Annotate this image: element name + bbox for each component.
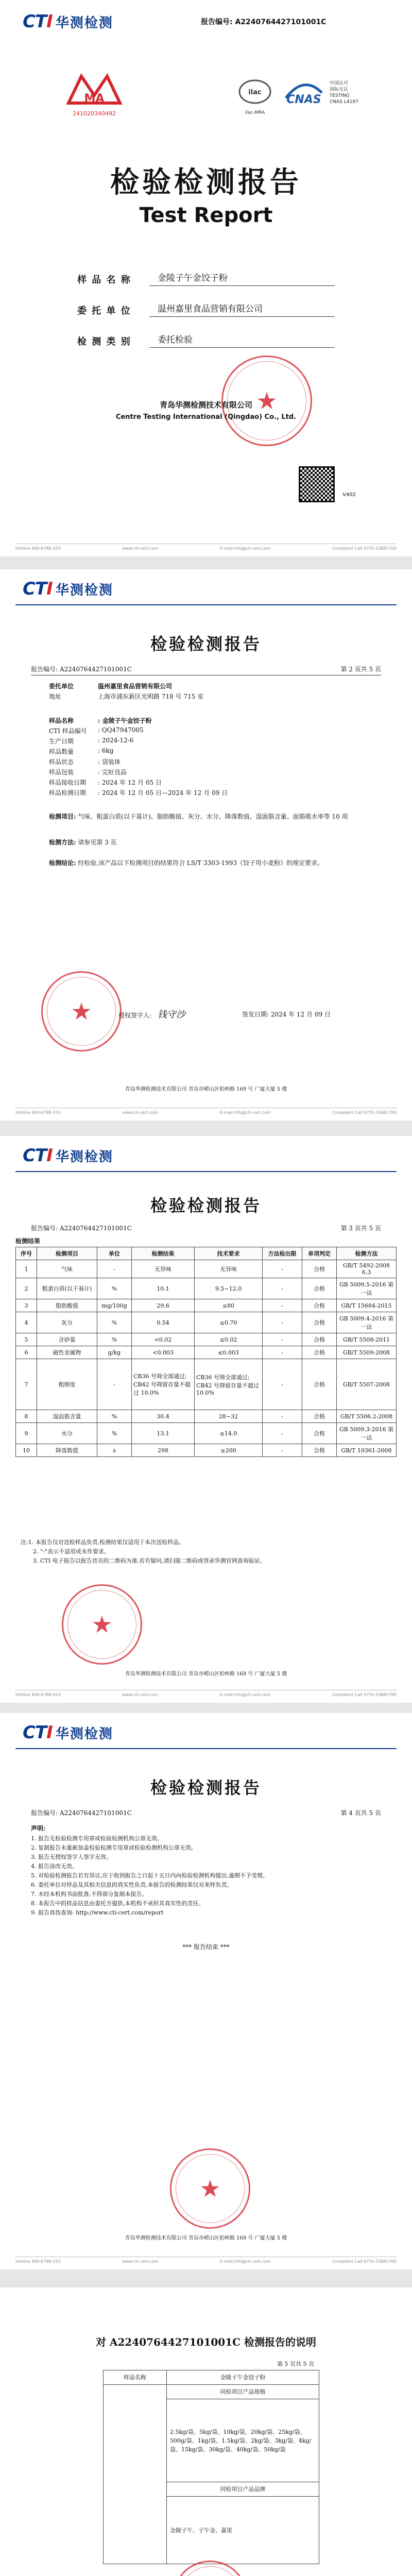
cma-logo-icon [66, 72, 123, 108]
seal-star-icon: ★ [71, 997, 92, 1025]
test-method [49, 837, 371, 848]
kv-value: 上海市浦东新区光明路 718 号 715 室 [98, 693, 204, 700]
table-cell: GB 5009.5-2016 第一法 [337, 1278, 397, 1299]
col-header: 技术要求 [195, 1247, 263, 1260]
table-cell: ≤14.0 [195, 1423, 263, 1444]
org-address: 青岛华测检测技术有限公司 青岛市崂山区松岭路 169 号 广厦大厦 5 楼 [125, 1087, 287, 1092]
footer-email[interactable]: E-mail:info@cti-cert.com [219, 1110, 271, 1115]
cnas-mark [281, 77, 327, 110]
sample-row [49, 716, 358, 725]
kv-value: : 袋装体 [98, 758, 121, 766]
test-conclusion-text: 经检验,该产品以下检测项目的结果符合 LS/T 3303-1993《饺子用小麦粉》的规定要求。 [78, 859, 324, 867]
page-gap [0, 1703, 412, 1713]
authorized-signer: 授权签字人: 钱守沙 [118, 1009, 185, 1020]
page-gap [0, 2269, 412, 2287]
results-notes [21, 1538, 391, 1566]
table-cell: 水分 [37, 1423, 97, 1444]
table-cell: 粗细度 [37, 1359, 97, 1410]
page-number: 第 2 页共 5 页 [340, 666, 381, 673]
report-no: A2240764427101001C [59, 666, 132, 673]
statement-line: 4. 报告涂改无效。 [31, 1863, 78, 1870]
table-cell: - [263, 1260, 302, 1278]
table-cell: 粗蛋白质(以干基计) [37, 1278, 97, 1299]
spec-value: 金陵子午金饺子粉 [167, 2370, 319, 2385]
section-title: 声明: [31, 1825, 46, 1832]
footer-hotline: Hotline 400-6788-333 [15, 546, 61, 551]
table-cell: 7 [16, 1359, 37, 1410]
col-header: 单项判定 [302, 1247, 337, 1260]
report-no: A2240764427101001C [59, 1809, 132, 1817]
footer-hotline: Hotline 400-6788-333 [15, 1110, 61, 1115]
verification-qr-code[interactable] [299, 466, 335, 502]
sample-row [49, 757, 358, 766]
sample-row [49, 737, 358, 745]
table-cell: ≤0.003 [195, 1346, 263, 1359]
table-cell: 磁性金属物 [37, 1346, 97, 1359]
cnas-logo-icon [281, 77, 327, 108]
spec-key [104, 2385, 167, 2564]
table-cell: % [97, 1410, 132, 1423]
client-address-row [49, 692, 358, 701]
table-cell: GB 5009.3-2016 第一法 [337, 1423, 397, 1444]
cti-logo-mark: CTI [23, 1722, 53, 1743]
table-cell: 13.1 [132, 1423, 195, 1444]
page-footer [15, 1108, 397, 1115]
table-cell: - [97, 1260, 132, 1278]
sample-row [49, 747, 358, 756]
table-cell: GB/T 5509-2008 [337, 1346, 397, 1359]
cover-title-en: Test Report [139, 204, 273, 227]
results-body [16, 1260, 397, 1457]
test-items [49, 811, 371, 822]
table-cell: 298 [132, 1444, 195, 1457]
col-header: 检测方法 [337, 1247, 397, 1260]
table-header-row [16, 1247, 397, 1260]
footer-complaint: Complaint Call 0755-33681700 [332, 1110, 397, 1115]
statement-line: 6. 委托单位对样品及其相关信息的真实性负责,本报告的检测结果仅对来样负责。 [31, 1882, 233, 1888]
table-cell: 9 [16, 1423, 37, 1444]
table-cell: 2 [16, 1278, 37, 1299]
kv-value: : 2024 年 12 月 05 日 [98, 779, 162, 786]
table-cell: GB/T 5507-2008 [337, 1359, 397, 1410]
cti-logo-text: 华测检测 [55, 1726, 113, 1742]
statement-line: 8. 本报告中的样品信息由委托方提供,本机构不承担其真实性的责任。 [31, 1900, 204, 1907]
table-cell: GB 5009.4-2016 第一法 [337, 1312, 397, 1333]
cti-logo-mark: CTI [23, 11, 53, 32]
client-row [49, 682, 358, 690]
footer-hotline: Hotline 400-6788-333 [15, 2259, 61, 2264]
footer-hotline: Hotline 400-6788-333 [15, 1692, 61, 1697]
report-page-3 [0, 1136, 412, 1703]
footer-complaint: Complaint Call 0755-33681700 [332, 546, 397, 551]
table-cell: 无异味 [132, 1260, 195, 1278]
table-cell: 8 [16, 1410, 37, 1423]
test-conclusion [49, 858, 371, 868]
page-footer [15, 544, 397, 551]
table-cell: % [97, 1278, 132, 1299]
statement-line: 5. 对检验检测报告若有异议,应于收到报告之日起十五日内向检验检测机构提出,逾期不予受理。 [31, 1872, 268, 1879]
table-cell: - [263, 1299, 302, 1312]
table-row [16, 1444, 397, 1457]
report-cover-page [0, 0, 412, 556]
col-header: 单位 [97, 1247, 132, 1260]
spec-value: 2.5kg/袋、5kg/袋、10kg/袋、20kg/袋、25kg/袋、500g/袋、1kg/袋、1.5kg/袋、2kg/袋、3kg/袋、4kg/袋、15kg/袋、30kg/袋、40kg/袋、50kg/袋 [167, 2399, 319, 2482]
table-cell: 合格 [302, 1346, 337, 1359]
table-cell: CB36 号筛全部通过; CB42 号筛留存量不超过 10.0% [195, 1359, 263, 1410]
results-table [15, 1247, 397, 1457]
table-cell: 合格 [302, 1410, 337, 1423]
spec-subheader: 同检项目产品品牌 [167, 2482, 319, 2497]
kv-value: 温州嘉里食品营销有限公司 [98, 683, 173, 690]
table-row [16, 1299, 397, 1312]
table-cell: 合格 [302, 1312, 337, 1333]
test-items-text: 气味、粗蛋白质(以干基计)、脂肪酸值、灰分、水分、降落数值、湿面筋含量、面筋吸水率等 10 项 [78, 813, 348, 820]
table-cell: 脂肪酸值 [37, 1299, 97, 1312]
table-cell: 合格 [302, 1359, 337, 1410]
sample-row [49, 778, 358, 787]
kv-value: : 2024-12-6 [98, 737, 134, 744]
statement-line: 3. 报告无授权签字人签字无效。 [31, 1854, 112, 1860]
table-row [16, 1333, 397, 1346]
footer-email[interactable]: E-mail:info@cti-cert.com [219, 2259, 271, 2264]
issue-date [242, 1010, 331, 1019]
note-line: 注:1. 本报告仅对送检样品负责,检测结果仅适用于本次送检样品。 [21, 1539, 185, 1546]
footer-email[interactable]: E-mail:info@cti-cert.com [219, 1692, 271, 1697]
cma-number: 241020340492 [73, 110, 116, 117]
cover-version: V402 [342, 492, 356, 498]
section-title: 检测结果 [15, 1238, 41, 1245]
table-cell: CB36 号筛全部通过; CB42 号筛留存量不超过 10.0% [132, 1359, 195, 1410]
svg-text:MA: MA [84, 92, 105, 105]
cnas-code: CNAS L4197 [330, 99, 358, 105]
kv-value: : QQ47947005 [98, 726, 144, 734]
table-cell: 6 [16, 1346, 37, 1359]
cover-org-cn: 青岛华测检测技术有限公司 [159, 400, 252, 410]
table-cell: GB/T 5506.2-2008 [337, 1410, 397, 1423]
cover-report-number: 报告编号: A2240764427101001C [201, 18, 327, 26]
company-seal [170, 2148, 250, 2229]
kv-key: 样品数量 [49, 748, 74, 755]
header-divider [15, 1748, 397, 1749]
table-cell: - [97, 1359, 132, 1410]
table-cell: 3 [16, 1299, 37, 1312]
cover-row-label: 样 品 名 称 [77, 275, 131, 285]
page-footer [15, 2257, 397, 2264]
cover-title-cn: 检验检测报告 [110, 166, 302, 199]
table-cell: - [263, 1444, 302, 1457]
table-cell: 气味 [37, 1260, 97, 1278]
table-cell: 10.1 [132, 1278, 195, 1299]
org-address: 青岛华测检测技术有限公司 青岛市崂山区松岭路 169 号 广厦大厦 5 楼 [125, 2235, 287, 2241]
table-row [104, 2370, 319, 2385]
table-cell: ≤0.70 [195, 1312, 263, 1333]
test-method-label: 检测方法: [49, 839, 76, 846]
page-title: 检验检测报告 [150, 1778, 262, 1798]
kv-key: 委托单位 [49, 683, 74, 690]
cti-logo-mark: CTI [23, 579, 53, 599]
table-cell: 9.5~12.0 [195, 1278, 263, 1299]
cover-org-en: Centre Testing International (Qingdao) Co., Ltd. [115, 413, 297, 421]
table-cell: 28~32 [195, 1410, 263, 1423]
table-cell: % [97, 1312, 132, 1333]
report-no-label: 报告编号: [31, 1809, 58, 1817]
footer-complaint: Complaint Call 0755-33681700 [332, 2259, 397, 2264]
test-items-label: 检测项目: [49, 813, 76, 820]
note-line: 3. CTI 电子报告以报告首页的二维码为准,若有疑问,请扫描二维码或登录华测官网查询验证。 [33, 1557, 266, 1564]
table-cell: GB/T 15684-2015 [337, 1299, 397, 1312]
kv-value: : 2024 年 12 月 05 日—2024 年 12 月 09 日 [98, 789, 228, 796]
col-header: 方法检出限 [263, 1247, 302, 1260]
cover-row-label: 检 测 类 别 [77, 336, 131, 347]
company-seal [41, 971, 122, 1052]
cti-logo-text: 华测检测 [55, 582, 113, 598]
table-cell: 合格 [302, 1333, 337, 1346]
report-page-5 [0, 2287, 412, 2576]
spec-subheader: 同检项目产品规格 [167, 2385, 319, 2399]
kv-key: 生产日期 [49, 738, 74, 745]
table-row [104, 2385, 319, 2399]
table-cell: - [263, 1312, 302, 1333]
cover-row-label: 委 托 单 位 [77, 306, 131, 316]
report-no-label: 报告编号: [31, 666, 58, 673]
statement-line: 1. 报告无检验检测专用章或检验检测机构公章无效。 [31, 1835, 163, 1842]
ilac-mark [237, 77, 273, 115]
table-cell: ≤80 [195, 1299, 263, 1312]
cnas-cn2: 国际互认 [330, 87, 349, 92]
table-cell: - [263, 1278, 302, 1299]
footer-website[interactable]: www.cti-cert.com [122, 1110, 158, 1115]
footer-website[interactable]: www.cti-cert.com [122, 1692, 158, 1697]
kv-key: 样品名称 [49, 717, 74, 724]
page-gap [0, 556, 412, 569]
cover-row-test-type [77, 332, 335, 348]
note-line: 2. "-"表示不适用或未作要求。 [33, 1548, 110, 1555]
cti-logo-text: 华测检测 [55, 1149, 113, 1165]
page-number: 第 3 页共 5 页 [340, 1225, 381, 1232]
test-method-text: 请参见第 3 页 [78, 839, 117, 846]
issue-date-label: 签发日期: [242, 1011, 269, 1018]
page-footer [15, 1690, 397, 1697]
page-number: 第 5 页共 5 页 [277, 2361, 314, 2367]
cti-logo [23, 11, 113, 32]
table-row [16, 1278, 397, 1299]
table-cell: 5 [16, 1333, 37, 1346]
test-conclusion-label: 检测结论: [49, 859, 76, 867]
table-cell: 合格 [302, 1444, 337, 1457]
report-no-label: 报告编号: [31, 1225, 58, 1232]
kv-key: 样品检测日期 [49, 789, 87, 796]
table-cell: - [263, 1346, 302, 1359]
product-spec-table [103, 2370, 319, 2564]
table-cell: 合格 [302, 1278, 337, 1299]
table-row [16, 1346, 397, 1359]
header-divider [15, 604, 397, 605]
report-page-4 [0, 1713, 412, 2269]
statement-line[interactable]: 9. 报告真伪查询: http://www.cti-cert.com/report [31, 1909, 164, 1916]
table-row [16, 1260, 397, 1278]
col-header: 序号 [16, 1247, 37, 1260]
issue-date-value: 2024 年 12 月 09 日 [270, 1011, 331, 1018]
page-title: 对 A2240764427101001C 检测报告的说明 [95, 2336, 317, 2348]
cover-row-value: 金陵子午金饺子粉 [149, 270, 335, 286]
cover-row-value: 温州嘉里食品营销有限公司 [149, 301, 335, 317]
report-end-marker: *** 报告结束 *** [182, 1943, 230, 1951]
org-address: 青岛华测检测技术有限公司 青岛市崂山区松岭路 169 号 广厦大厦 5 楼 [125, 1671, 287, 1677]
signer-title: 授权签字人 [118, 1012, 150, 1019]
table-cell: ≤0.02 [195, 1333, 263, 1346]
table-cell: - [263, 1423, 302, 1444]
ilac-logo-icon [237, 77, 273, 108]
sample-row [49, 726, 358, 735]
cti-logo [23, 1722, 113, 1743]
table-row [16, 1312, 397, 1333]
table-cell: 10 [16, 1444, 37, 1457]
statements [31, 1834, 381, 1918]
report-page-2 [0, 569, 412, 1121]
cover-row-client [77, 301, 335, 317]
statement-line: 2. 复制报告未重新加盖检验检测专用章或检验检测机构公章无效。 [31, 1844, 197, 1851]
report-meta [31, 665, 381, 673]
table-cell: - [263, 1410, 302, 1423]
footer-website[interactable]: www.cti-cert.com [122, 546, 158, 551]
cnas-text-block [330, 80, 358, 105]
table-cell: 降落数值 [37, 1444, 97, 1457]
cover-row-value: 委托检验 [149, 332, 335, 348]
ilac-text: ilac-MRA [245, 110, 265, 115]
table-cell: ≥200 [195, 1444, 263, 1457]
page-gap [0, 1121, 412, 1136]
table-cell: 30.4 [132, 1410, 195, 1423]
svg-text:CNAS: CNAS [286, 93, 321, 106]
page-title: 检验检测报告 [150, 1196, 262, 1215]
cti-logo-mark: CTI [23, 1145, 53, 1166]
cti-logo [23, 1145, 113, 1166]
header-divider [15, 1171, 397, 1172]
cnas-cn: 中国认可 [330, 81, 349, 86]
report-no: A2240764427101001C [59, 1225, 132, 1232]
sample-row [49, 768, 358, 776]
table-cell: 29.6 [132, 1299, 195, 1312]
table-cell: GB/T 5508-2011 [337, 1333, 397, 1346]
kv-key: 地址 [49, 693, 62, 700]
statement-line: 7. 未经本机构书面批准,不得部分复制本报告。 [31, 1891, 148, 1897]
kv-key: CTI 样品编号 [49, 727, 87, 735]
table-cell: 灰分 [37, 1312, 97, 1333]
signature: 钱守沙 [157, 1009, 185, 1020]
footer-complaint: Complaint Call 0755-33681700 [332, 1692, 397, 1697]
table-cell: mg/100g [97, 1299, 132, 1312]
table-cell: 合格 [302, 1260, 337, 1278]
table-cell: % [97, 1333, 132, 1346]
table-cell: 0.54 [132, 1312, 195, 1333]
svg-text:ilac: ilac [248, 89, 262, 96]
report-meta [31, 1808, 381, 1817]
table-cell: 无异味 [195, 1260, 263, 1278]
table-cell: 4 [16, 1312, 37, 1333]
table-cell: GB/T 10361-2008 [337, 1444, 397, 1457]
kv-value: : 金陵子午金饺子粉 [98, 717, 152, 724]
table-cell: 湿面筋含量 [37, 1410, 97, 1423]
table-cell: - [263, 1333, 302, 1346]
company-seal [62, 1584, 142, 1665]
table-cell: % [97, 1423, 132, 1444]
kv-key: 样品接收日期 [49, 779, 87, 786]
table-cell: - [263, 1359, 302, 1410]
footer-website[interactable]: www.cti-cert.com [122, 2259, 158, 2264]
table-cell: 合格 [302, 1423, 337, 1444]
table-cell: <0.02 [132, 1333, 195, 1346]
footer-email[interactable]: E-mail:info@cti-cert.com [219, 546, 271, 551]
page-number: 第 4 页共 5 页 [340, 1809, 381, 1817]
table-row [16, 1359, 397, 1410]
table-cell: 1 [16, 1260, 37, 1278]
report-meta [31, 1224, 381, 1232]
table-cell: s [97, 1444, 132, 1457]
col-header: 检测结果 [132, 1247, 195, 1260]
kv-key: 样品包装 [49, 769, 74, 776]
table-cell: 合格 [302, 1299, 337, 1312]
table-cell: g/kg [97, 1346, 132, 1359]
seal-star-icon: ★ [256, 387, 278, 415]
spec-key: 样品名称 [104, 2370, 167, 2385]
table-cell: <0.003 [132, 1346, 195, 1359]
cma-mark [61, 72, 128, 117]
cover-row-sample-name [77, 270, 335, 286]
seal-star-icon: ★ [91, 1611, 113, 1638]
cnas-en: TESTING [330, 93, 350, 98]
kv-value: : 完好良品 [98, 769, 127, 776]
page-title: 检验检测报告 [150, 634, 262, 654]
sample-row [49, 788, 358, 797]
spec-value: 金陵子午、子午金、嘉里 [167, 2497, 319, 2564]
kv-key: 样品状态 [49, 758, 74, 766]
col-header: 检测项目 [37, 1247, 97, 1260]
table-row [16, 1410, 397, 1423]
cti-logo-text: 华测检测 [55, 15, 113, 31]
kv-value: : 6kg [98, 747, 114, 754]
table-cell: 含砂量 [37, 1333, 97, 1346]
table-row [16, 1423, 397, 1444]
cti-logo [23, 579, 113, 599]
seal-star-icon: ★ [199, 2175, 221, 2202]
table-cell: GB/T 5492-2008 6.3 [337, 1260, 397, 1278]
